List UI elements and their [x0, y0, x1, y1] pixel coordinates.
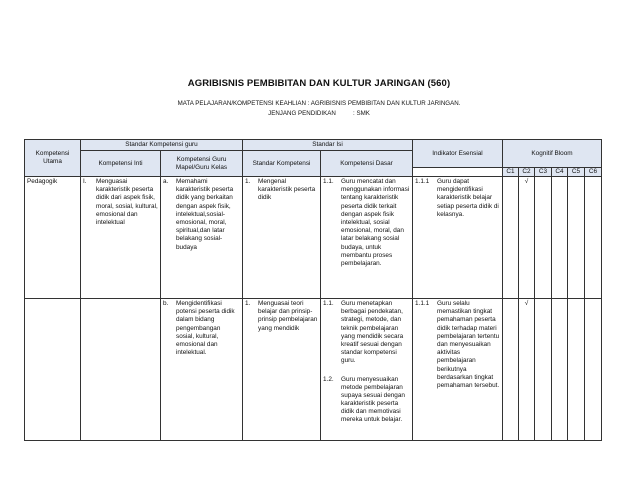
cell-kompetensi-guru	[161, 299, 243, 441]
cell-c5	[568, 177, 585, 299]
cell-kompetensi-utama: Pedagogik	[25, 177, 81, 299]
cell-standar-kompetensi	[243, 299, 321, 441]
kd-text: Guru menetapkan berbagai pendekatan, strategi, metode, dan teknik pembelajaran yang mendidik secara kreatif sesuai dengan standar kompetensi guru.	[341, 300, 404, 365]
sk-number: 1.	[245, 178, 251, 185]
kd-text: Guru mencatat dan menggunakan informasi tentang karakteristik peserta didik terkait dengan aspek fisik intelektual, sosial emosional, moral, dan latar belakang sosial budaya, untuk membantu proses pembelajaran.	[341, 178, 410, 267]
sk-text: Mengenal karakteristik peserta didik	[258, 178, 316, 202]
cell-c6	[585, 299, 602, 441]
kd-number: 1.2.	[323, 375, 334, 383]
cell-kompetensi-dasar	[321, 299, 413, 441]
document-subtitle-level: JENJANG PENDIDIKAN : SMK	[268, 110, 370, 117]
kd-number: 1.1.	[323, 178, 334, 185]
header-kompetensi-guru: Kompetensi Guru Mapel/Guru Kelas	[161, 151, 243, 177]
ie-number: 1.1.1	[415, 300, 430, 307]
header-bloom-c4: C4	[552, 168, 568, 177]
header-kognitif-bloom: Kognitif Bloom	[503, 140, 602, 168]
cell-c2-check: √	[519, 177, 535, 299]
cell-c3	[535, 299, 552, 441]
cell-c6	[585, 177, 602, 299]
sk-text: Menguasai teori belajar dan prinsip-prinsip pembelajaran yang mendidik	[258, 300, 318, 332]
document-subtitle-subject: MATA PELAJARAN/KOMPETENSI KEAHLIAN : AGRIBISNIS PEMBIBITAN DAN KULTUR JARINGAN.	[177, 100, 461, 107]
cell-kompetensi-utama	[25, 299, 81, 441]
header-kompetensi-dasar: Kompetensi Dasar	[321, 151, 413, 177]
competency-table	[24, 139, 602, 441]
cell-indikator-esensial	[413, 299, 503, 441]
header-bloom-c1: C1	[503, 168, 519, 177]
kd-number: 1.1.	[323, 300, 334, 307]
header-bloom-c3: C3	[535, 168, 552, 177]
document-title: AGRIBISNIS PEMBIBITAN DAN KULTUR JARINGAN (560)	[187, 78, 451, 89]
header-bloom-c2: C2	[519, 168, 535, 177]
cell-c2-check: √	[519, 299, 535, 441]
ki-text: Menguasai karakteristik peserta didik dari aspek fisik, moral, sosial, kultural, emosional dan intelektual	[96, 178, 158, 226]
cell-c4	[552, 299, 568, 441]
cell-kompetensi-inti	[81, 299, 161, 441]
ie-text: Guru selalu memastikan tingkat pemahaman peserta didik terhadap materi pembelajaran tertentu dan menyesuaikan aktivitas pembelajaran berikutnya berdasarkan tingkat pemahaman tersebut.	[437, 300, 500, 389]
header-bloom-c5: C5	[568, 168, 585, 177]
cell-c4	[552, 177, 568, 299]
cell-kompetensi-guru	[161, 177, 243, 299]
kd-text: Guru menyesuaikan metode pembelajaran supaya sesuai dengan karakteristik peserta didik dan memotivasi mereka untuk belajar.	[341, 375, 405, 424]
sk-number: 1.	[245, 300, 251, 307]
cell-c1	[503, 299, 519, 441]
kg-number: a.	[163, 178, 169, 185]
table-row	[25, 299, 602, 441]
cell-c3	[535, 177, 552, 299]
ie-number: 1.1.1	[415, 178, 430, 185]
header-bloom-c6: C6	[585, 168, 602, 177]
table-row	[25, 177, 602, 299]
header-standar-kompetensi: Standar Kompetensi	[243, 151, 321, 177]
ie-text: Guru dapat mengidentifikasi karakteristik belajar setiap peserta didik di kelasnya.	[437, 178, 499, 218]
cell-c1	[503, 177, 519, 299]
cell-indikator-esensial	[413, 177, 503, 299]
header-indikator-esensial: Indikator Esensial	[413, 140, 503, 168]
header-standar-kompetensi-guru: Standar Kompetensi guru	[81, 140, 243, 151]
ki-number: I.	[83, 178, 87, 185]
cell-kompetensi-dasar	[321, 177, 413, 299]
kg-text: Mengidentifikasi potensi peserta didik dalam bidang pengembangan sosial, kultural, emosional dan intelektual.	[176, 300, 235, 357]
header-standar-isi: Standar Isi	[243, 140, 413, 151]
cell-kompetensi-inti	[81, 177, 161, 299]
header-kompetensi-utama: Kompetensi Utama	[25, 140, 81, 177]
header-kompetensi-inti: Kompetensi Inti	[81, 151, 161, 177]
cell-c5	[568, 299, 585, 441]
kg-text: Memahami karakteristik peserta didik yang berkaitan dengan aspek fisik, intelektual,sosial-emosional, moral, spiritual,dan latar belakang sosial-budaya	[176, 178, 234, 251]
kg-number: b.	[163, 300, 169, 307]
cell-standar-kompetensi	[243, 177, 321, 299]
header-indikator-spacer	[413, 168, 503, 177]
